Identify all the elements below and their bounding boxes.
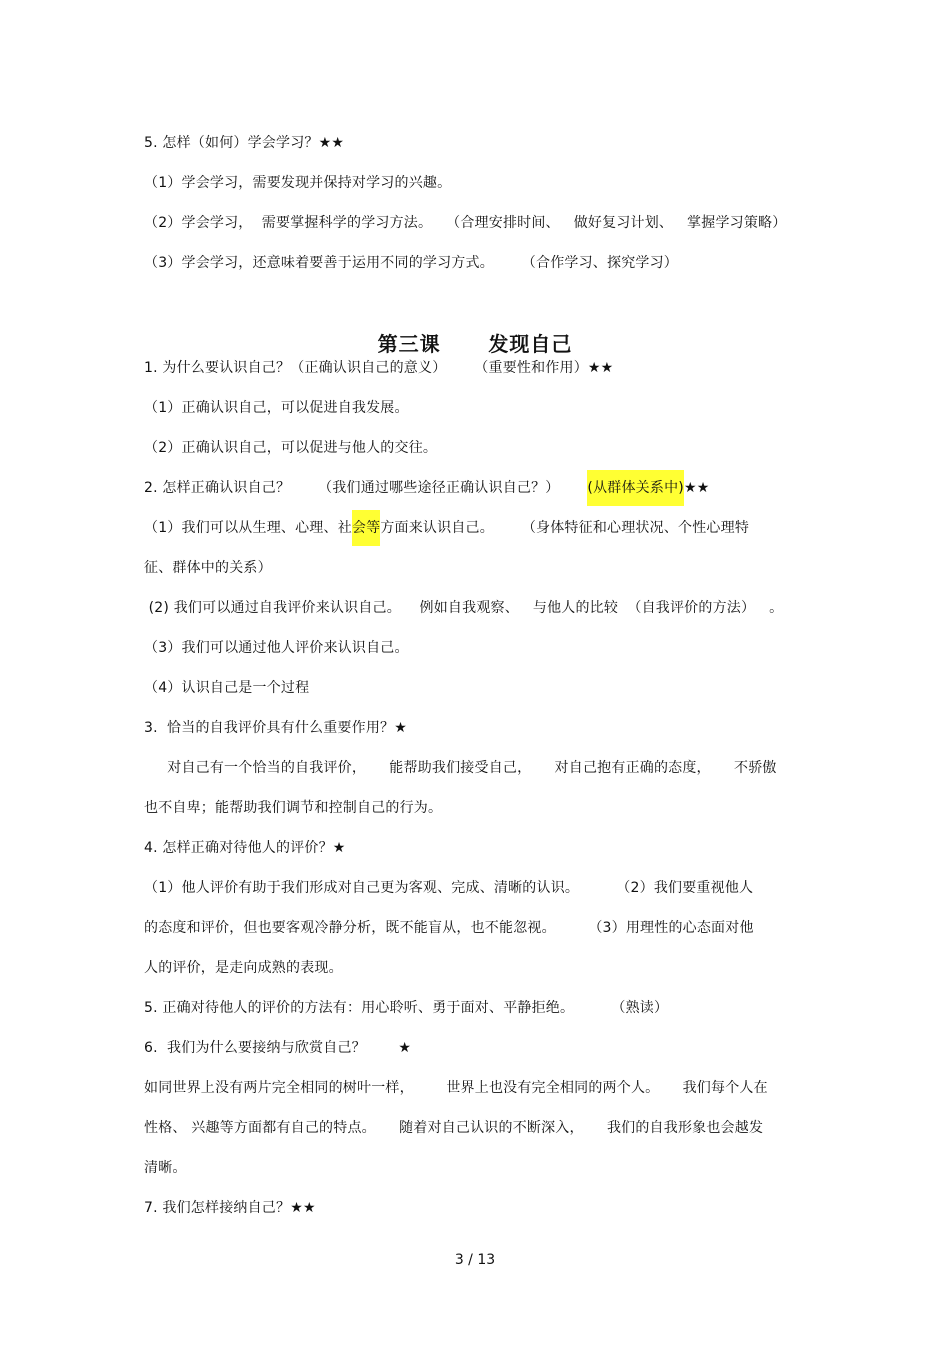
s2-heading-highlight: (从群体关系中) [587, 470, 684, 506]
s2-item-1-post: 方面来认识自己。 （身体特征和心理状况、个性心理特 [380, 520, 750, 536]
s6-line-3: 清晰。 [144, 1160, 187, 1176]
s6-line-2: 性格、 兴趣等方面都有自己的特点。 随着对自己认识的不断深入， 我们的自我形象也会越发 [144, 1120, 764, 1136]
s2-item-4: （4）认识自己是一个过程 [144, 680, 310, 696]
s7-heading: 7. 我们怎样接纳自己？★★ [144, 1200, 316, 1216]
s2-item-2: (2) 我们可以通过自我评价来认识自己。 例如自我观察、 与他人的比较 （自我评价的方法） 。 [144, 600, 784, 616]
s2-item-1 [144, 518, 749, 538]
s2-item-1-continued: 征、群体中的关系） [144, 560, 272, 576]
page-number: 3 / 13 [454, 1252, 496, 1268]
s2-item-1-pre: （1）我们可以从生理、心理、社 [144, 520, 352, 536]
s2-heading [144, 478, 709, 498]
q5-item-1: （1）学会学习，需要发现并保持对学习的兴趣。 [144, 175, 452, 191]
s3-para-1: 对自己有一个恰当的自我评价， 能帮助我们接受自己， 对自己抱有正确的态度， 不骄傲 [144, 760, 777, 776]
s1-heading: 1. 为什么要认识自己？（正确认识自己的意义） （重要性和作用）★★ [144, 360, 614, 376]
q5-item-2: （2）学会学习， 需要掌握科学的学习方法。 （合理安排时间、 做好复习计划、 掌握学习策略） [144, 215, 787, 231]
s2-item-3: （3）我们可以通过他人评价来认识自己。 [144, 640, 409, 656]
s4-heading: 4. 怎样正确对待他人的评价？★ [144, 840, 346, 856]
s1-item-1: （1）正确认识自己，可以促进自我发展。 [144, 400, 409, 416]
q5-item-3: （3）学会学习，还意味着要善于运用不同的学习方式。 （合作学习、探究学习） [144, 255, 679, 271]
s3-heading: 3. 恰当的自我评价具有什么重要作用？★ [144, 720, 408, 736]
s5-heading: 5. 正确对待他人的评价的方法有：用心聆听、勇于面对、平静拒绝。 （熟读） [144, 1000, 669, 1016]
s6-line-1: 如同世界上没有两片完全相同的树叶一样， 世界上也没有完全相同的两个人。 我们每个人在 [144, 1080, 768, 1096]
s6-heading: 6. 我们为什么要接纳与欣赏自己？ ★ [144, 1040, 412, 1056]
s2-item-1-highlight: 会等 [352, 510, 380, 546]
s2-heading-text: 2. 怎样正确认识自己？ （我们通过哪些途径正确认识自己？） [144, 480, 588, 496]
s2-heading-stars: ★★ [683, 480, 710, 496]
s4-line-2: 的态度和评价，但也要客观冷静分析，既不能盲从，也不能忽视。 （3）用理性的心态面对他 [144, 920, 754, 936]
s4-line-1: （1）他人评价有助于我们形成对自己更为客观、完成、清晰的认识。 （2）我们要重视他人 [144, 880, 754, 896]
s3-para-2: 也不自卑；能帮助我们调节和控制自己的行为。 [144, 800, 443, 816]
s1-item-2: （2）正确认识自己，可以促进与他人的交往。 [144, 440, 438, 456]
lesson-title: 第三课 发现自己 [377, 331, 573, 356]
q5-heading: 5. 怎样（如何）学会学习？★★ [144, 135, 345, 151]
s4-line-3: 人的评价，是走向成熟的表现。 [144, 960, 343, 976]
